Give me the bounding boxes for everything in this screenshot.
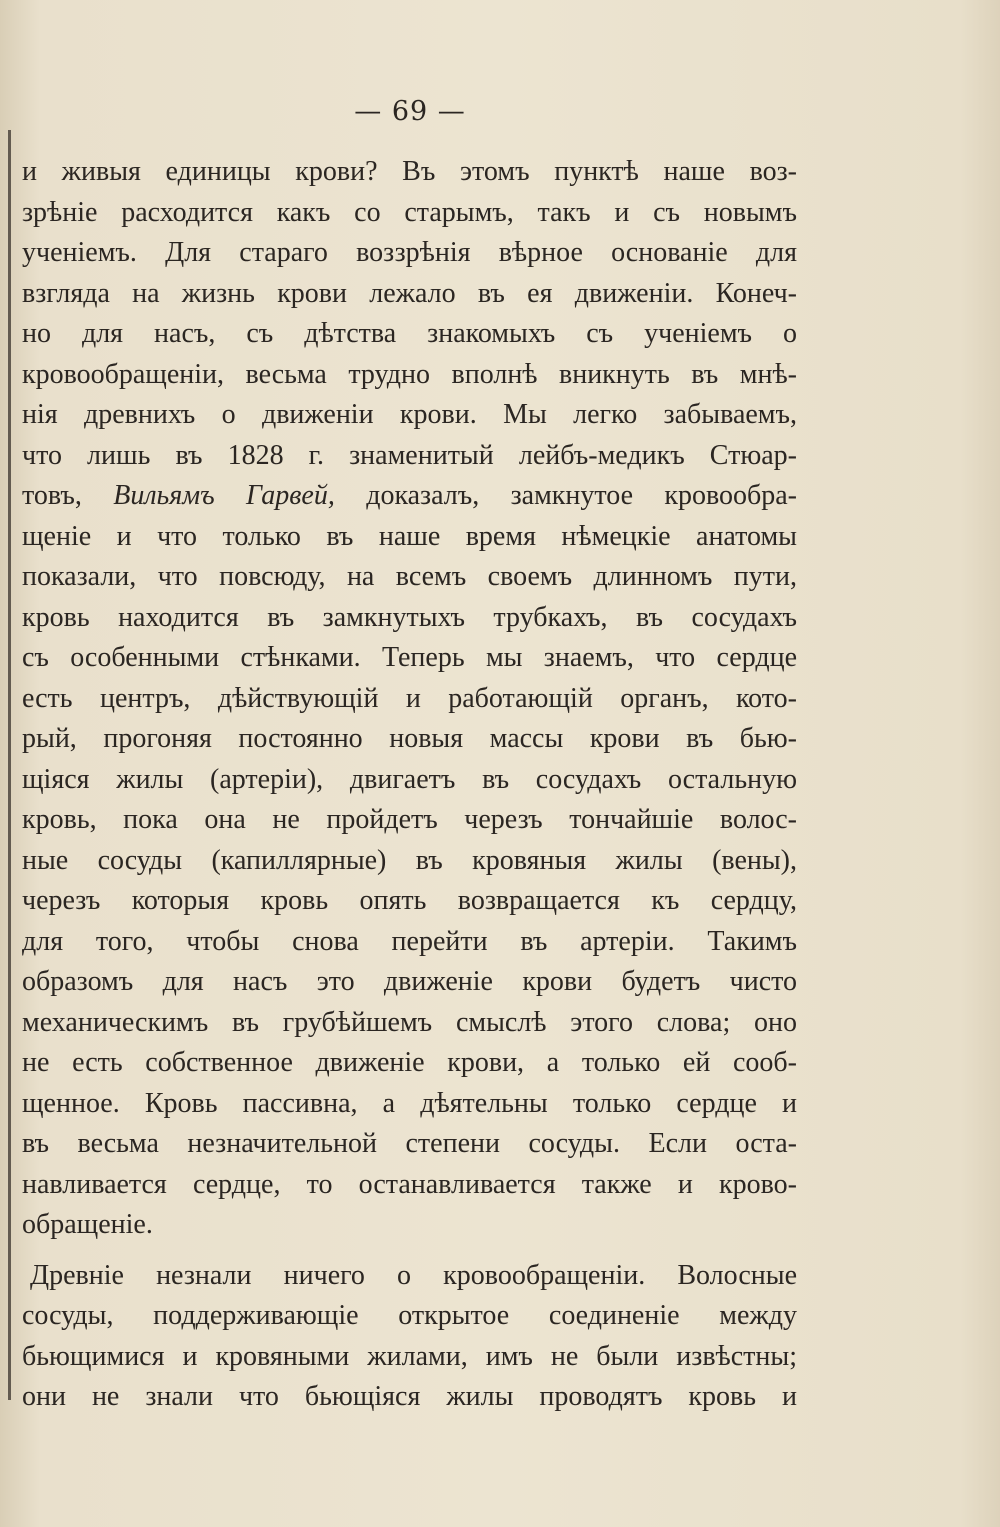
text-line: рый, прогоняя постоянно новыя массы крови въ бью- bbox=[22, 723, 797, 754]
text-line: черезъ которыя кровь опять возвращается къ сердцу, bbox=[22, 885, 797, 916]
text-line: кровообращеніи, весьма трудно вполнѣ вникнуть въ мнѣ- bbox=[22, 358, 797, 390]
text-line: зрѣніе расходится какъ со старымъ, такъ и съ новымъ bbox=[22, 196, 797, 228]
text-line: кровь, пока она не пройдетъ черезъ тончайшіе волос- bbox=[22, 804, 797, 835]
text-line: нія древнихъ о движеніи крови. Мы легко забываемъ, bbox=[22, 399, 797, 430]
text-line: щеніе и что только въ наше время нѣмецкіе анатомы bbox=[22, 520, 797, 552]
text-line: въ весьма незначительной степени сосуды. Если оста- bbox=[22, 1128, 797, 1159]
text-line: и живыя единицы крови? Въ этомъ пунктѣ наше воз- bbox=[22, 156, 797, 187]
text-segment: доказалъ, замкнутое кровообра- bbox=[334, 480, 797, 511]
text-line: они не знали что бьющіяся жилы проводятъ кровь и bbox=[22, 1381, 797, 1412]
text-line: кровь находится въ замкнутыхъ трубкахъ, въ сосудахъ bbox=[22, 601, 797, 633]
text-segment: товъ, bbox=[22, 480, 114, 511]
text-line: бьющимися и кровяными жилами, имъ не были извѣстны; bbox=[22, 1340, 797, 1372]
text-line: съ особенными стѣнками. Теперь мы знаемъ, что сердце bbox=[22, 642, 797, 673]
text-line: сосуды, поддерживающіе открытое соединеніе между bbox=[22, 1300, 797, 1331]
text-line: Древніе незнали ничего о кровообращеніи. Волосные bbox=[30, 1259, 797, 1291]
text-line: образомъ для насъ это движеніе крови будетъ чисто bbox=[22, 966, 797, 997]
paragraph-gap bbox=[22, 1246, 797, 1256]
text-line: что лишь въ 1828 г. знаменитый лейбъ-медикъ Стюар- bbox=[22, 439, 797, 471]
text-line: показали, что повсюду, на всемъ своемъ длинномъ пути, bbox=[22, 561, 797, 592]
text-line: ученіемъ. Для стараго воззрѣнія вѣрное основаніе для bbox=[22, 237, 797, 268]
page-number: — 69 — bbox=[354, 96, 466, 127]
text-line: но для насъ, съ дѣтства знакомыхъ съ ученіемъ о bbox=[22, 318, 797, 349]
text-line-with-name bbox=[22, 476, 797, 517]
text-line: не есть собственное движеніе крови, а только ей сооб- bbox=[22, 1047, 797, 1078]
text-line: обращеніе. bbox=[22, 1209, 153, 1240]
text-line: для того, чтобы снова перейти въ артеріи. Такимъ bbox=[22, 925, 797, 957]
text-line: механическимъ въ грубѣйшемъ смыслѣ этого слова; оно bbox=[22, 1006, 797, 1038]
text-line: щенное. Кровь пассивна, а дѣятельны только сердце и bbox=[22, 1087, 797, 1119]
text-line: ные сосуды (капиллярные) въ кровяныя жилы (вены), bbox=[22, 844, 797, 876]
text-line: взгляда на жизнь крови лежало въ ея движеніи. Конеч- bbox=[22, 277, 797, 309]
body-text bbox=[22, 152, 797, 1418]
person-name-italic: Вильямъ Гарвей, bbox=[113, 480, 335, 511]
text-line: щіяся жилы (артеріи), двигаетъ въ сосудахъ остальную bbox=[22, 763, 797, 795]
text-line: есть центръ, дѣйствующій и работающій органъ, кото- bbox=[22, 682, 797, 714]
binding-edge bbox=[8, 130, 11, 1400]
text-line: навливается сердце, то останавливается также и крово- bbox=[22, 1168, 797, 1200]
